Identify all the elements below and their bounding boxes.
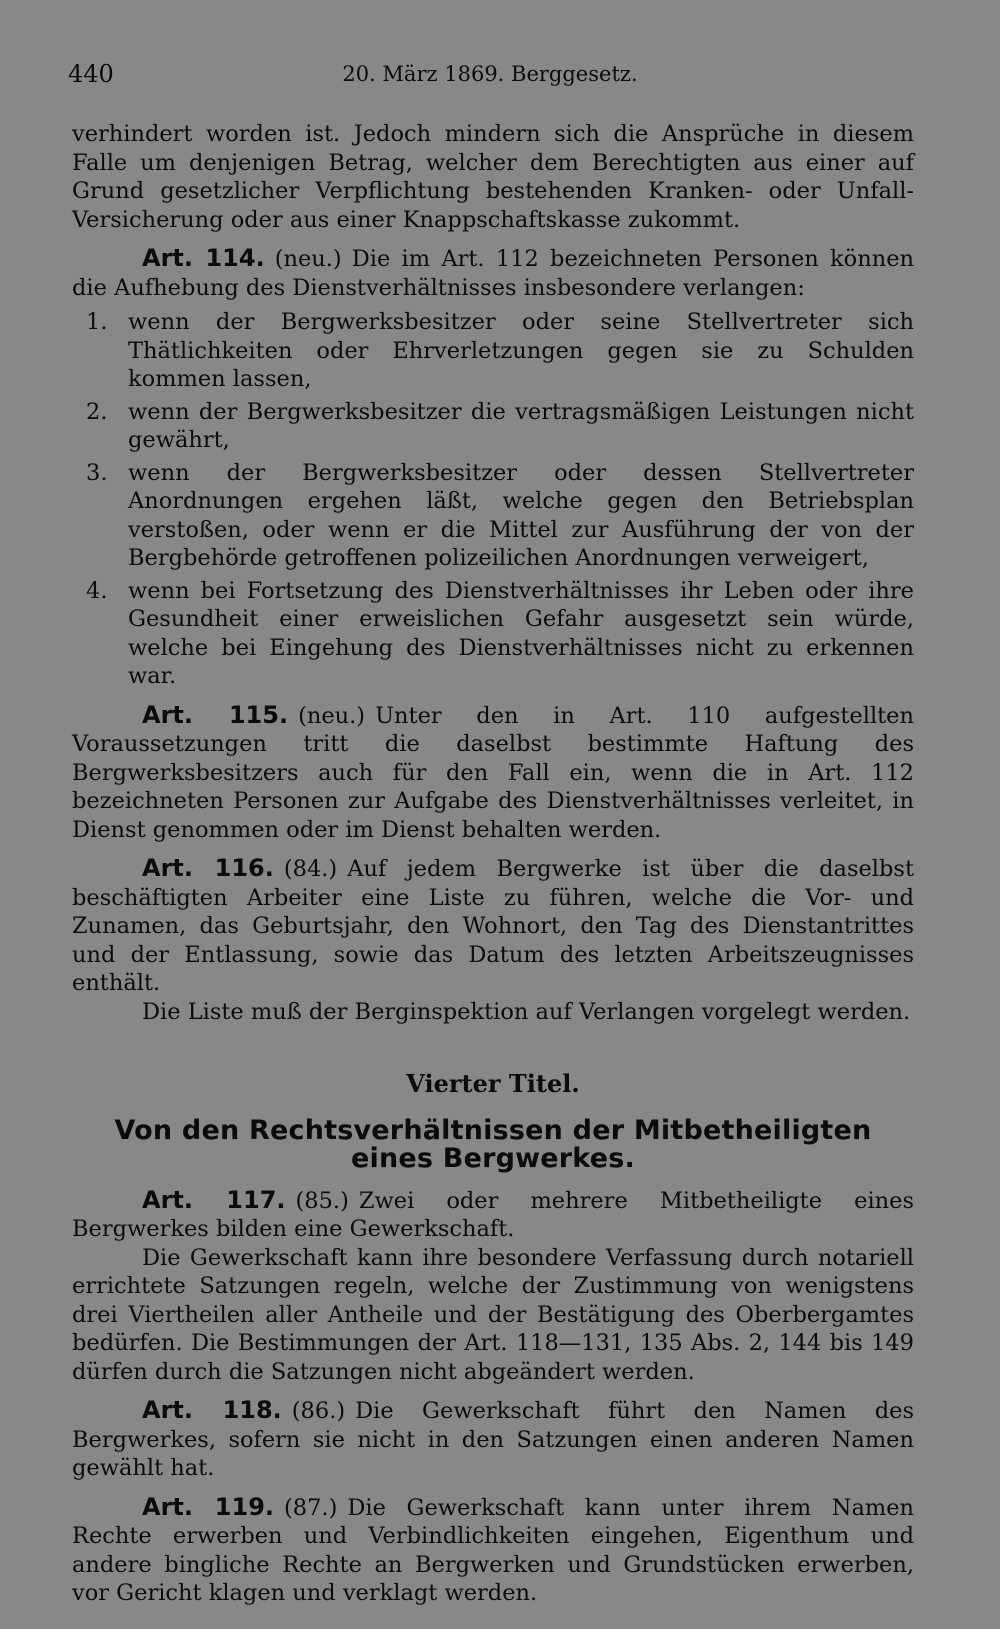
list-item [72, 308, 914, 394]
article-label: Art. 117. [142, 1185, 286, 1214]
list-item-text: wenn der Bergwerksbesitzer die vertragsmäßigen Leistungen nicht gewährt, [128, 398, 914, 453]
article-119 [72, 1493, 914, 1608]
article-text: Die Gewerkschaft kann unter ihrem Namen Rechte erwerben und Verbindlichkeiten eingehen, Eigenthum und andere bingliche Rechte an Bergwerken und Grundstücken erwerben, vor Gericht klagen und verklagt werden. [72, 1494, 914, 1606]
list-item-text: wenn bei Fortsetzung des Dienstverhältnisses ihr Leben oder ihre Gesundheit einer erweislichen Gefahr ausgesetzt sein würde, welche bei Eingehung des Dienstverhältnisses nicht zu erkennen war. [128, 577, 914, 689]
list-item-text: wenn der Bergwerksbesitzer oder seine Stellvertreter sich Thätlichkeiten oder Ehrverletzungen gegen sie zu Schulden kommen lassen, [128, 309, 914, 392]
article-label: Art. 114. [142, 244, 265, 272]
article-116-paragraph-2: Die Liste muß der Berginspektion auf Verlangen vorgelegt werden. [142, 998, 911, 1025]
running-head: 20. März 1869. Berggesetz. [342, 62, 638, 86]
article-text: Auf jedem Bergwerke ist über die daselbst beschäftigten Arbeiter eine Liste zu führen, welche die Vor- und Zunamen, das Geburtsjahr, den Wohnort, den Tag des Dienstantrittes und der Entlassung, sowie das Datum des letzten Arbeitszeugnisses enthält. [72, 856, 914, 996]
list-item [72, 398, 914, 455]
list-item-number: 3. [86, 459, 108, 486]
article-text: Die Gewerkschaft führt den Namen des Bergwerkes, sofern sie nicht in den Satzungen einen anderen Namen gewählt hat. [72, 1398, 914, 1481]
article-text: Unter den in Art. 110 aufgestellten Voraussetzungen tritt die daselbst bestimmte Haftung des Bergwerksbesitzers auch für den Fall ein, wenn die in Art. 112 bezeichneten Personen zur Aufgabe des Dienstverhältnisses verleitet, in Dienst genommen oder im Dienst behalten werden. [72, 702, 914, 843]
article-source: (neu.) [298, 702, 366, 729]
article-117 [72, 1186, 914, 1244]
list-item-number: 2. [86, 398, 108, 425]
article-text: Zwei oder mehrere Mitbetheiligte eines Bergwerkes bilden eine Gewerkschaft. [72, 1187, 914, 1242]
article-117-paragraph-2: Die Gewerkschaft kann ihre besondere Verfassung durch notariell errichtete Satzungen regeln, welche der Zustimmung von wenigstens drei Viertheilen aller Antheile und der Bestätigung des Oberbergamtes bedürfen. Die Bestimmungen der Art. 118—131, 135 Abs. 2, 144 bis 149 dürfen durch die Satzungen nicht abgeändert werden. [72, 1244, 914, 1385]
article-label: Art. 116. [142, 854, 274, 882]
document-body [72, 120, 914, 1608]
list-item-text: wenn der Bergwerksbesitzer oder dessen Stellvertreter Anordnungen ergehen läßt, welche gegen den Betriebsplan verstoßen, oder wenn er die Mittel zur Ausführung der von der Bergbehörde getroffenen polizeilichen Anordnungen verweigert, [128, 459, 914, 571]
list-item [72, 459, 914, 573]
page-number: 440 [68, 60, 114, 88]
article-114 [72, 244, 914, 302]
article-source: (84.) [283, 856, 338, 882]
article-source: (86.) [291, 1398, 346, 1424]
article-label: Art. 119. [142, 1492, 275, 1521]
section-title: Vierter Titel. [406, 1069, 580, 1098]
article-114-list [72, 308, 914, 691]
article-118 [72, 1396, 914, 1483]
list-item [72, 577, 914, 691]
list-item-number: 1. [86, 309, 108, 335]
article-115 [72, 701, 914, 845]
section-subtitle: Von den Rechtsverhältnissen der Mitbetheiligten eines Bergwerkes. [114, 1114, 872, 1174]
article-116 [72, 854, 914, 998]
list-item-number: 4. [86, 577, 108, 604]
article-label: Art. 115. [142, 700, 289, 729]
article-text: Die im Art. 112 bezeichneten Personen können die Aufhebung des Dienstverhältnisses insbesondere verlangen: [72, 246, 914, 301]
article-source: (87.) [284, 1494, 338, 1521]
article-source: (85.) [295, 1187, 349, 1214]
intro-paragraph: verhindert worden ist. Jedoch mindern sich die Ansprüche in diesem Falle um denjenigen Betrag, welcher dem Berechtigten aus einer auf Grund gesetzlicher Verpflichtung bestehenden Kranken- oder Unfall-Versicherung oder aus einer Knappschaftskasse zukommt. [72, 121, 914, 233]
article-label: Art. 118. [142, 1396, 282, 1424]
article-source: (neu.) [274, 246, 342, 272]
page-header [68, 60, 912, 96]
